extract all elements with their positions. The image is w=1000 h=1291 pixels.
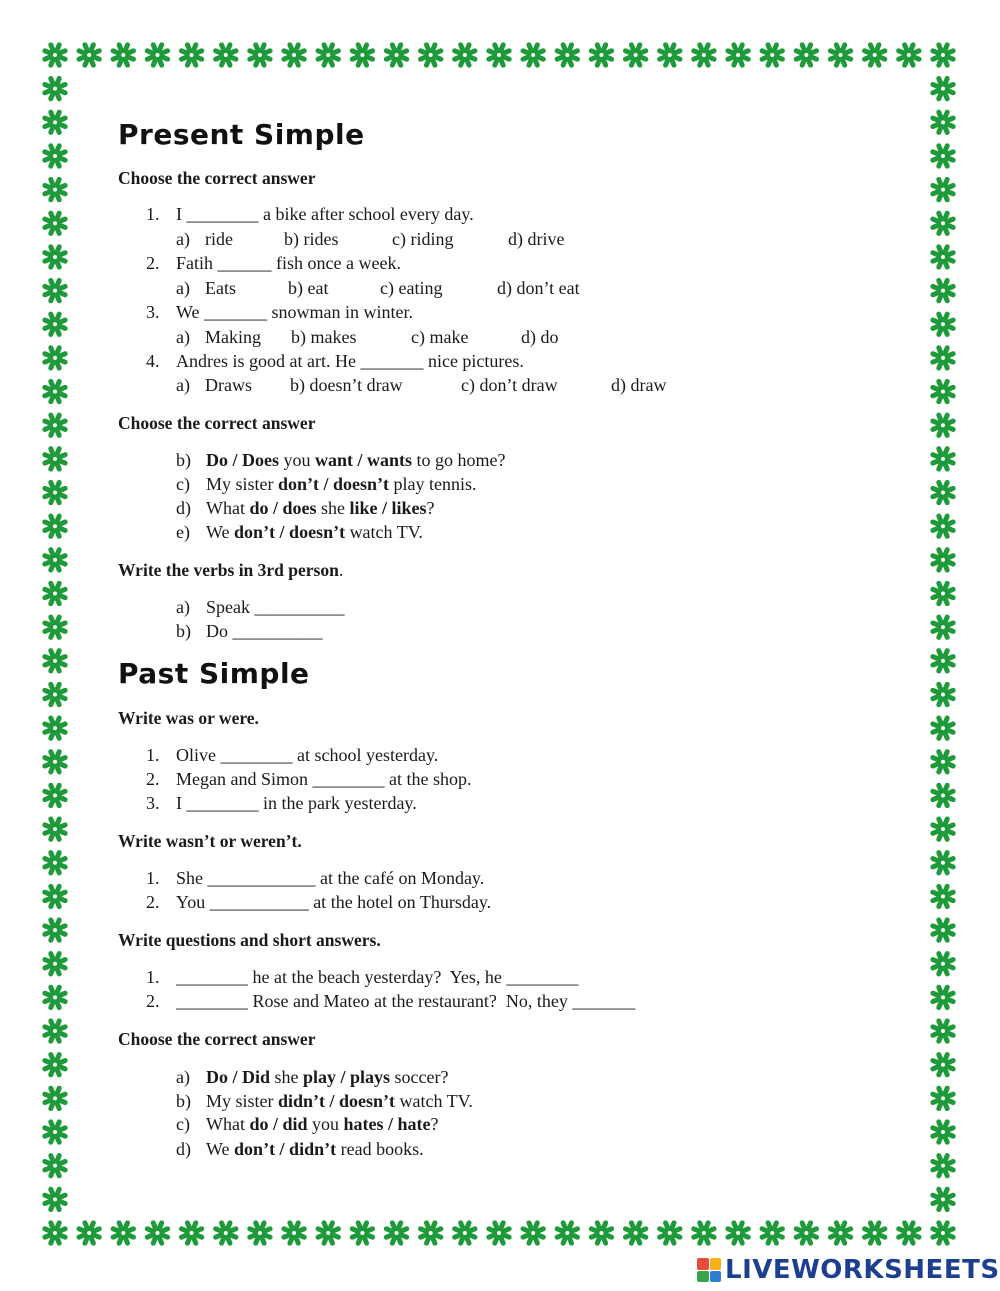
fill-blank-item[interactable]: You ___________ at the hotel on Thursday. <box>176 892 492 912</box>
border-star-icon <box>523 1223 543 1243</box>
border-star-icon <box>933 314 953 334</box>
border-star-icon <box>284 45 304 65</box>
question-number: 2. <box>146 892 160 912</box>
border-star-icon <box>830 45 850 65</box>
section-heading-choose-answer: Choose the correct answer <box>118 1029 316 1049</box>
border-star-icon <box>830 1223 850 1243</box>
border-star-icon <box>455 45 475 65</box>
fill-blank-item[interactable]: Olive ________ at school yesterday. <box>176 745 439 765</box>
option-d[interactable]: d) draw <box>611 375 667 395</box>
border-star-icon <box>523 45 543 65</box>
border-star-icon <box>625 45 645 65</box>
option-a[interactable]: Making <box>205 327 261 347</box>
border-star-icon <box>489 45 509 65</box>
border-star-icon <box>455 1223 475 1243</box>
item-label: e) <box>176 522 190 542</box>
border-star-icon <box>45 516 65 536</box>
border-star-icon <box>45 146 65 166</box>
border-star-icon <box>352 1223 372 1243</box>
border-star-icon <box>865 1223 885 1243</box>
border-star-icon <box>899 45 919 65</box>
border-star-icon <box>45 415 65 435</box>
border-star-icon <box>45 987 65 1007</box>
border-star-icon <box>216 45 236 65</box>
border-star-icon <box>45 1055 65 1075</box>
option-b[interactable]: b) rides <box>284 229 339 249</box>
border-star-icon <box>45 1122 65 1142</box>
border-star-icon <box>45 651 65 671</box>
border-star-icon <box>933 78 953 98</box>
fill-blank-item[interactable]: ________ Rose and Mateo at the restaurant? No, they _______ <box>176 991 636 1011</box>
question-number: 2. <box>146 253 160 273</box>
border-star-icon <box>933 1189 953 1209</box>
border-star-icon <box>933 651 953 671</box>
border-star-icon <box>933 987 953 1007</box>
border-star-icon <box>933 45 953 65</box>
item-label: b) <box>176 1091 191 1111</box>
border-star-icon <box>796 45 816 65</box>
past-simple-title: Past Simple <box>118 657 310 690</box>
border-star-icon <box>45 583 65 603</box>
border-star-icon <box>933 348 953 368</box>
border-star-icon <box>45 1088 65 1108</box>
border-star-icon <box>933 213 953 233</box>
border-star-icon <box>933 1088 953 1108</box>
border-star-icon <box>45 78 65 98</box>
option-a[interactable]: ride <box>205 229 233 249</box>
fill-blank-item[interactable]: Speak __________ <box>206 597 345 617</box>
option-b[interactable]: b) makes <box>291 327 357 347</box>
option-a[interactable]: Eats <box>205 278 236 298</box>
border-star-icon <box>45 1223 65 1243</box>
question-number: 1. <box>146 745 160 765</box>
option-b[interactable]: b) eat <box>288 278 329 298</box>
border-star-icon <box>318 45 338 65</box>
border-star-icon <box>45 684 65 704</box>
choice-sentence[interactable]: My sister don’t / doesn’t play tennis. <box>206 474 477 494</box>
border-star-icon <box>933 583 953 603</box>
border-star-icon <box>45 752 65 772</box>
question-number: 2. <box>146 991 160 1011</box>
border-star-icon <box>284 1223 304 1243</box>
border-star-icon <box>762 1223 782 1243</box>
option-c[interactable]: c) don’t draw <box>461 375 558 395</box>
border-star-icon <box>45 314 65 334</box>
option-d[interactable]: d) drive <box>508 229 565 249</box>
border-star-icon <box>933 886 953 906</box>
border-star-icon <box>728 45 748 65</box>
border-star-icon <box>796 1223 816 1243</box>
question-number: 1. <box>146 204 160 224</box>
border-star-icon <box>45 920 65 940</box>
border-star-icon <box>45 886 65 906</box>
question-text: We _______ snowman in winter. <box>176 302 414 322</box>
border-star-icon <box>933 1122 953 1142</box>
option-c[interactable]: c) riding <box>392 229 454 249</box>
border-star-icon <box>45 348 65 368</box>
item-label: b) <box>176 621 191 641</box>
border-star-icon <box>113 1223 133 1243</box>
border-star-icon <box>899 1223 919 1243</box>
border-star-icon <box>933 550 953 570</box>
border-star-icon <box>352 45 372 65</box>
border-star-icon <box>933 785 953 805</box>
border-star-icon <box>45 179 65 199</box>
item-label: a) <box>176 1067 190 1087</box>
border-star-icon <box>421 1223 441 1243</box>
present-simple-title: Present Simple <box>118 118 365 151</box>
option-label: a) <box>176 229 190 249</box>
question-number: 3. <box>146 302 160 322</box>
border-star-icon <box>250 1223 270 1243</box>
liveworksheets-logo-icon <box>697 1258 721 1282</box>
border-star-icon <box>694 45 714 65</box>
question-text: I ________ a bike after school every day. <box>176 204 474 224</box>
border-star-icon <box>660 1223 680 1243</box>
border-star-icon <box>933 684 953 704</box>
border-star-icon <box>933 1223 953 1243</box>
option-label: a) <box>176 278 190 298</box>
question-number: 1. <box>146 967 160 987</box>
liveworksheets-logo[interactable] <box>697 1255 1000 1285</box>
border-star-icon <box>557 45 577 65</box>
option-a[interactable]: Draws <box>205 375 252 395</box>
border-star-icon <box>933 415 953 435</box>
border-star-icon <box>591 1223 611 1243</box>
border-star-icon <box>694 1223 714 1243</box>
border-star-icon <box>79 45 99 65</box>
item-label: c) <box>176 1114 190 1134</box>
border-star-icon <box>933 1021 953 1041</box>
choice-sentence[interactable]: We don’t / didn’t read books. <box>206 1139 424 1159</box>
border-star-icon <box>625 1223 645 1243</box>
fill-blank-item[interactable]: I ________ in the park yesterday. <box>176 793 417 813</box>
liveworksheets-brand-text: LIVEWORKSHEETS <box>725 1255 1000 1285</box>
fill-blank-item[interactable]: Do __________ <box>206 621 323 641</box>
border-star-icon <box>728 1223 748 1243</box>
fill-blank-item[interactable]: ________ he at the beach yesterday? Yes, he ________ <box>176 967 579 987</box>
border-star-icon <box>933 617 953 637</box>
border-star-icon <box>45 1156 65 1176</box>
border-star-icon <box>660 45 680 65</box>
border-star-icon <box>45 381 65 401</box>
section-heading-wasnt-werent: Write wasn’t or weren’t. <box>118 831 302 851</box>
option-d[interactable]: d) don’t eat <box>497 278 580 298</box>
border-star-icon <box>865 45 885 65</box>
border-star-icon <box>45 482 65 502</box>
border-star-icon <box>933 819 953 839</box>
border-star-icon <box>933 718 953 738</box>
border-star-icon <box>45 617 65 637</box>
border-star-icon <box>762 45 782 65</box>
border-star-icon <box>933 1156 953 1176</box>
border-star-icon <box>933 752 953 772</box>
border-star-icon <box>45 213 65 233</box>
border-star-icon <box>45 954 65 974</box>
item-label: b) <box>176 450 191 470</box>
border-star-icon <box>557 1223 577 1243</box>
question-text: Fatih ______ fish once a week. <box>176 253 401 273</box>
border-star-icon <box>933 179 953 199</box>
border-star-icon <box>79 1223 99 1243</box>
border-star-icon <box>45 1021 65 1041</box>
border-star-icon <box>933 280 953 300</box>
border-star-icon <box>45 1189 65 1209</box>
item-label: a) <box>176 597 190 617</box>
border-star-icon <box>591 45 611 65</box>
border-star-icon <box>933 449 953 469</box>
item-label: d) <box>176 1139 191 1159</box>
border-star-icon <box>933 853 953 873</box>
border-star-icon <box>45 819 65 839</box>
question-text: Andres is good at art. He _______ nice pictures. <box>176 351 524 371</box>
section-heading-choose-answer: Choose the correct answer <box>118 168 316 188</box>
border-star-icon <box>933 146 953 166</box>
item-label: d) <box>176 498 191 518</box>
border-star-icon <box>318 1223 338 1243</box>
question-number: 1. <box>146 868 160 888</box>
option-d[interactable]: d) do <box>521 327 559 347</box>
border-star-icon <box>933 954 953 974</box>
option-b[interactable]: b) doesn’t draw <box>290 375 403 395</box>
border-star-icon <box>147 1223 167 1243</box>
fill-blank-item[interactable]: She ____________ at the café on Monday. <box>176 868 485 888</box>
section-heading-choose-answer: Choose the correct answer <box>118 413 316 433</box>
border-star-icon <box>113 45 133 65</box>
border-star-icon <box>933 482 953 502</box>
border-star-icon <box>181 1223 201 1243</box>
border-star-icon <box>216 1223 236 1243</box>
border-star-icon <box>45 853 65 873</box>
border-star-icon <box>147 45 167 65</box>
border-star-icon <box>386 45 406 65</box>
border-star-icon <box>933 247 953 267</box>
border-star-icon <box>45 45 65 65</box>
option-c[interactable]: c) eating <box>380 278 443 298</box>
border-star-icon <box>933 381 953 401</box>
question-number: 2. <box>146 769 160 789</box>
border-star-icon <box>45 280 65 300</box>
border-star-icon <box>933 920 953 940</box>
border-star-icon <box>386 1223 406 1243</box>
choice-sentence[interactable]: What do / does she like / likes? <box>206 498 435 518</box>
border-star-icon <box>45 247 65 267</box>
border-star-icon <box>181 45 201 65</box>
border-star-icon <box>45 785 65 805</box>
section-heading-was-were: Write was or were. <box>118 708 259 728</box>
border-star-icon <box>45 718 65 738</box>
border-star-icon <box>933 1055 953 1075</box>
choice-sentence[interactable]: Do / Does you want / wants to go home? <box>206 450 506 470</box>
border-star-icon <box>489 1223 509 1243</box>
choice-sentence[interactable]: My sister didn’t / doesn’t watch TV. <box>206 1091 473 1111</box>
border-star-icon <box>45 449 65 469</box>
section-heading-third-person: Write the verbs in 3rd person. <box>118 560 344 580</box>
item-label: c) <box>176 474 190 494</box>
border-star-icon <box>933 516 953 536</box>
border-star-icon <box>45 550 65 570</box>
option-c[interactable]: c) make <box>411 327 469 347</box>
choice-sentence[interactable]: Do / Did she play / plays soccer? <box>206 1067 449 1087</box>
option-label: a) <box>176 375 190 395</box>
question-number: 4. <box>146 351 160 371</box>
border-star-icon <box>933 112 953 132</box>
option-label: a) <box>176 327 190 347</box>
choice-sentence[interactable]: What do / did you hates / hate? <box>206 1114 439 1134</box>
section-heading-questions-short-answers: Write questions and short answers. <box>118 930 381 950</box>
border-star-icon <box>421 45 441 65</box>
border-star-icon <box>45 112 65 132</box>
border-star-icon <box>250 45 270 65</box>
question-number: 3. <box>146 793 160 813</box>
fill-blank-item[interactable]: Megan and Simon ________ at the shop. <box>176 769 472 789</box>
choice-sentence[interactable]: We don’t / doesn’t watch TV. <box>206 522 423 542</box>
